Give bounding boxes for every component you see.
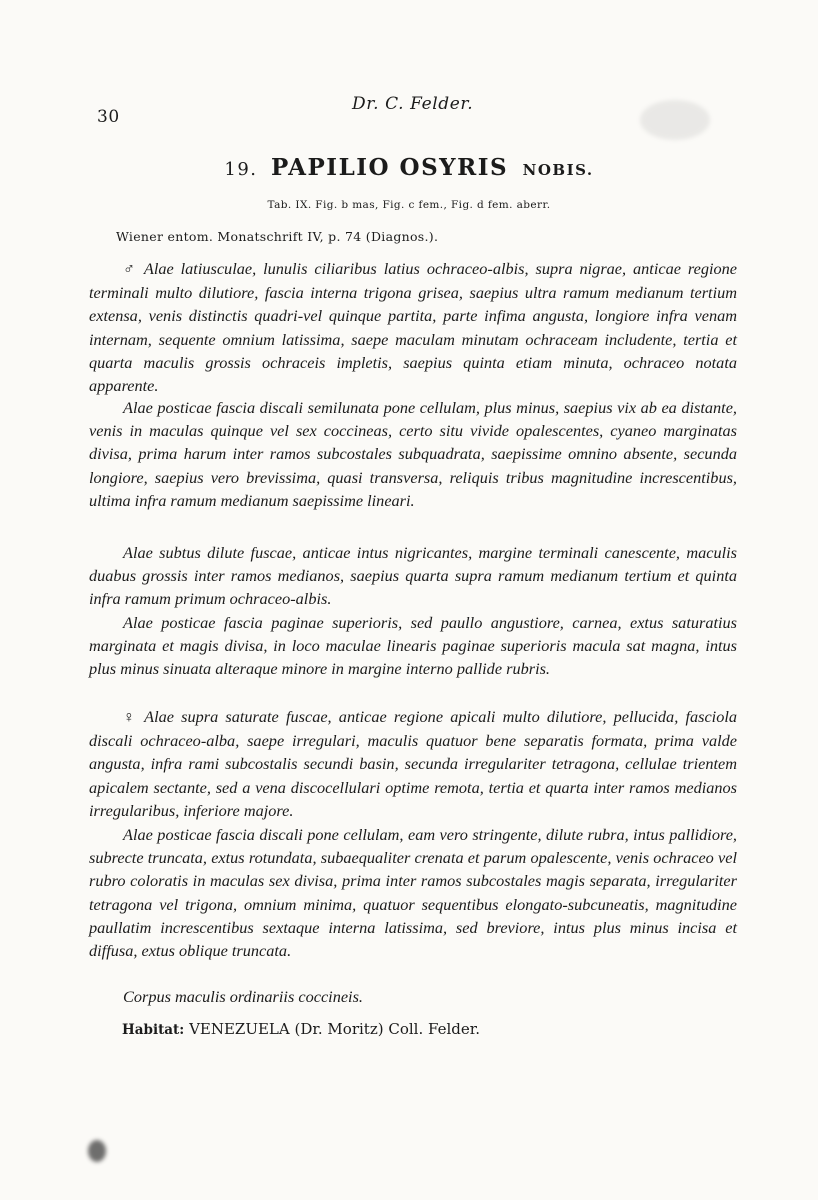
paragraph-text: Alae latiusculae, lunulis ciliaribus latius ochraceo-albis, supra nigrae, anticae regione terminali multo dilutiore, fascia interna trigona grisea, saepius ultra ramum medianum tertium extensa, venis distinctis quadri-vel quinque partita, parte infima angusta, longiore infra venam internam, sequente omnium latissima, saepe maculam minutam ochraceam includente, tertia et quarta maculis grossis ochraceis impletis, saepius quinta etiam minuta, ochraceo notata apparente. — [89, 259, 738, 396]
species-number: 19. — [224, 159, 258, 180]
page-number: 30 — [97, 107, 120, 127]
female-hindwing-paragraph: Alae posticae fascia discali pone cellulam, eam vero stringente, dilute rubra, intus pallidiore, subrecte truncata, extus rotundata, subaequaliter crenata et parum opalescente, venis ochraceo vel rubro coloratis in maculas sex divisa, prima inter ramos subcostales magis separata, irregulariter tetragona vel trigona, omnium minima, quatuor sequentibus elongato-subcuneatis, magnitudine paullatim increscentibus sextaque interna latissima, sed breviore, intus plus minus incisa et diffusa, extus oblique truncata. — [89, 825, 737, 961]
male-underside-hindwing-paragraph: Alae posticae fascia paginae superioris, sed paullo angustiore, carnea, extus saturatius marginata et magis divisa, in loco maculae linearis paginae superioris macula sat magna, intus plus minus sinuata alteraque minore in margine interno pallide rubris. — [89, 613, 737, 679]
male-underside-paragraph: Alae subtus dilute fuscae, anticae intus nigricantes, margine terminali canescente, maculis duabus grossis inter ramos medianos, saepius quarta supra ramum medianum tertium et quinta infra ramum primum ochraceo-albis. — [89, 543, 737, 609]
ink-smudge — [88, 1140, 106, 1162]
species-author: NOBIS. — [522, 161, 594, 179]
male-description-paragraph — [89, 257, 737, 397]
habitat-line — [122, 1020, 480, 1038]
species-name: PAPILIO OSYRIS — [271, 154, 509, 181]
male-hindwing-paragraph: Alae posticae fascia discali semilunata pone cellulam, plus minus, saepius vix ab ea distante, venis in maculas quinque vel sex coccineas, certo situ vivide opalescentes, cyaneo marginatas divisa, prima harum inter ramos subcostales subquadrata, saepissime omnino absente, secunda longiore, saepius vero brevissima, quasi transversa, reliquis tribus magnitudine increscentibus, ultima infra ramum medianum saepissime lineari. — [89, 398, 737, 510]
body-note: Corpus maculis ordinariis coccineis. — [123, 987, 363, 1006]
plate-reference: Tab. IX. Fig. b mas, Fig. c fem., Fig. d fem. aberr. — [267, 199, 551, 211]
citation: Wiener entom. Monatschrift IV, p. 74 (Diagnos.). — [116, 229, 439, 244]
female-symbol-icon: ♀ — [123, 709, 139, 726]
paragraph-text: Alae supra saturate fuscae, anticae regione apicali multo dilutiore, pellucida, fasciola discali ochraceo-alba, saepe irregulari, maculis quatuor bene separatis formata, prima valde angusta, infra rami subcostalis secundi basin, secunda irregulariter tetragona, cellulae trientem apicalem sectante, sed a vena discocellulari optime remota, tertia et quarta inter ramos medianos irregularibus, inferiore majore. — [89, 707, 738, 820]
habitat-label: Habitat: — [122, 1022, 185, 1038]
running-head: Dr. C. Felder. — [352, 94, 474, 114]
ink-smudge — [640, 100, 710, 140]
male-symbol-icon: ♂ — [123, 261, 138, 278]
female-description-paragraph — [89, 705, 737, 822]
species-title — [0, 154, 818, 181]
habitat-value: VENEZUELA (Dr. Moritz) Coll. Felder. — [189, 1020, 481, 1038]
